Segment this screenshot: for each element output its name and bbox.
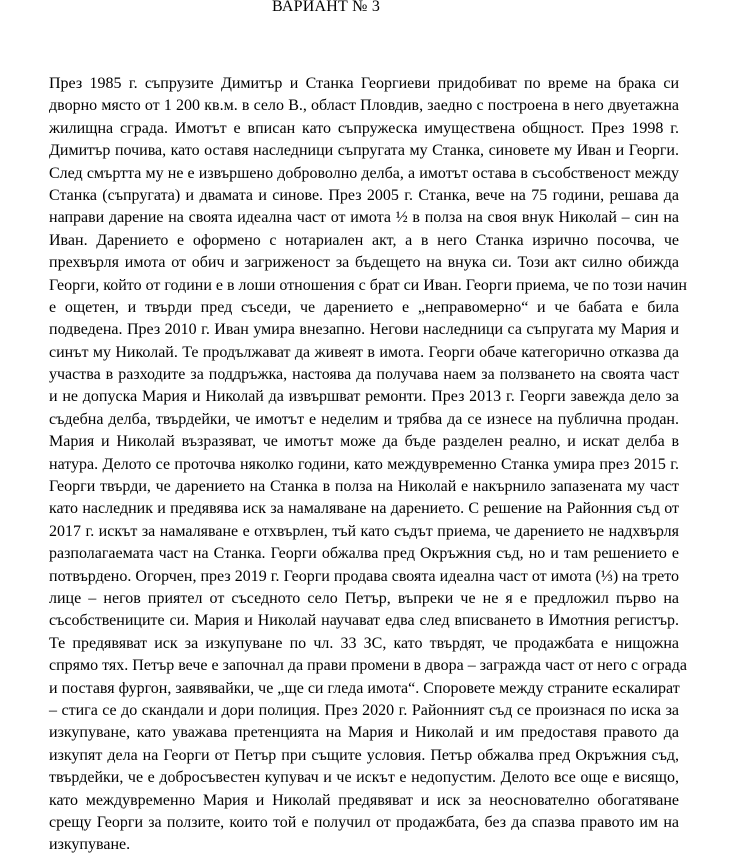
body-line: Георги твърди, че дарението на Станка в полза на Николай е накърнило запазената му част	[49, 478, 679, 496]
body-line: е ощетен, и твърди пред съседи, че дарението е „неправомерно“ и че бабата е била	[49, 298, 679, 316]
body-line: – стига се до скандали и дори полиция. През 2020 г. Районният съд се произнася по иска за	[49, 701, 679, 719]
body-line: Георги, който от години е в лоши отношения с брат си Иван. Георги приема, че по този начин	[49, 276, 687, 294]
body-line: и поставя фургон, заявявайки, че „ще си гледа имота“. Споровете между страните ескалират	[49, 679, 680, 697]
body-line: изкупуване, като уважава претенцията на Мария и Николай и им предоставя правото да	[49, 724, 679, 742]
body-line: Станка (съпругата) и двамата и синове. През 2005 г. Станка, вече на 75 години, решава да	[49, 186, 679, 204]
body-line: участва в разходите за поддръжка, настоява да получава наем за ползването на своята част	[49, 366, 679, 384]
body-line: Иван. Дарението е оформено с нотариален акт, а в него Станка изрично посочва, че	[49, 231, 679, 249]
body-line: твърдейки, че е добросъвестен купувач и че искът е недопустим. Делото все още е висящо,	[49, 769, 679, 787]
body-line: подведена. През 2010 г. Иван умира внезапно. Негови наследници са съпругата му Мария и	[49, 321, 679, 339]
body-line: срещу Георги за ползите, които той е получил от продажбата, без да спазва правото им на	[49, 813, 679, 831]
body-line: Мария и Николай възразяват, че имотът може да бъде разделен реално, и искат делба в	[49, 433, 679, 451]
body-line: изкупуване.	[49, 836, 131, 854]
document-title: ВАРИАНТ № 3	[272, 0, 381, 15]
body-line: изкупят дела на Георги от Петър при същите условия. Петър обжалва пред Окръжния съд,	[49, 746, 679, 764]
body-line: съсобствениците си. Мария и Николай научават едва след вписването в Имотния регистър.	[49, 612, 679, 630]
body-line: потвърдено. Огорчен, през 2019 г. Георги продава своята идеална част от имота (⅓) на трето	[49, 567, 679, 585]
body-line: лице – негов приятел от съседното село Петър, въпреки че не я е предложил първо на	[49, 589, 679, 607]
body-line: спрямо тях. Петър вече е започнал да прави промени в двора – загражда част от него с ограда	[49, 657, 687, 675]
body-line: направи дарение на своята идеална част от имота ½ в полза на своя внук Николай – син на	[49, 209, 679, 227]
body-line: натура. Делото се проточва няколко години, като междувременно Станка умира през 2015 г.	[49, 455, 679, 473]
body-line: съдебна делба, твърдейки, че имотът е неделим и трябва да се изнесе на публична продан.	[49, 410, 679, 428]
body-line: като наследник и предявява иск за намаляване на дарението. С решение на Районния съд от	[49, 500, 679, 518]
body-line: и не допуска Мария и Николай да извършват ремонти. През 2013 г. Георги завежда дело за	[49, 388, 679, 406]
body-line: Те предявяват иск за изкупуване по чл. 33 ЗС, като твърдят, че продажбата е нищожна	[49, 634, 679, 652]
body-line: синът му Николай. Те продължават да живеят в имота. Георги обаче категорично отказва да	[49, 343, 679, 361]
body-line: Димитър почива, като оставя наследници съпругата му Станка, синовете му Иван и Георги.	[49, 142, 679, 160]
body-line: 2017 г. искът за намаляване е отхвърлен, тъй като съдът приема, че дарението не надхвърля	[49, 522, 679, 540]
body-line: жилищна сграда. Имотът е вписан като съпружеска имуществена общност. През 1998 г.	[49, 119, 679, 137]
body-line: През 1985 г. съпрузите Димитър и Станка Георгиеви придобиват по време на брака си	[49, 75, 679, 92]
body-line: разполагаемата част на Станка. Георги обжалва пред Окръжния съд, но и там решението е	[49, 545, 679, 563]
body-line: След смъртта му не е извършено доброволно делба, а имотът остава в съсобственост между	[49, 164, 679, 182]
body-line: прехвърля имота от обич и загриженост за бъдещето на внука си. Този акт силно обижда	[49, 254, 679, 272]
body-line: дворно място от 1 200 кв.м. в село В., област Пловдив, заедно с построена в него двуетажна	[49, 97, 679, 115]
document-body	[49, 73, 687, 857]
body-line: като междувременно Мария и Николай предявяват и иск за неоснователно обогатяване	[49, 791, 679, 809]
